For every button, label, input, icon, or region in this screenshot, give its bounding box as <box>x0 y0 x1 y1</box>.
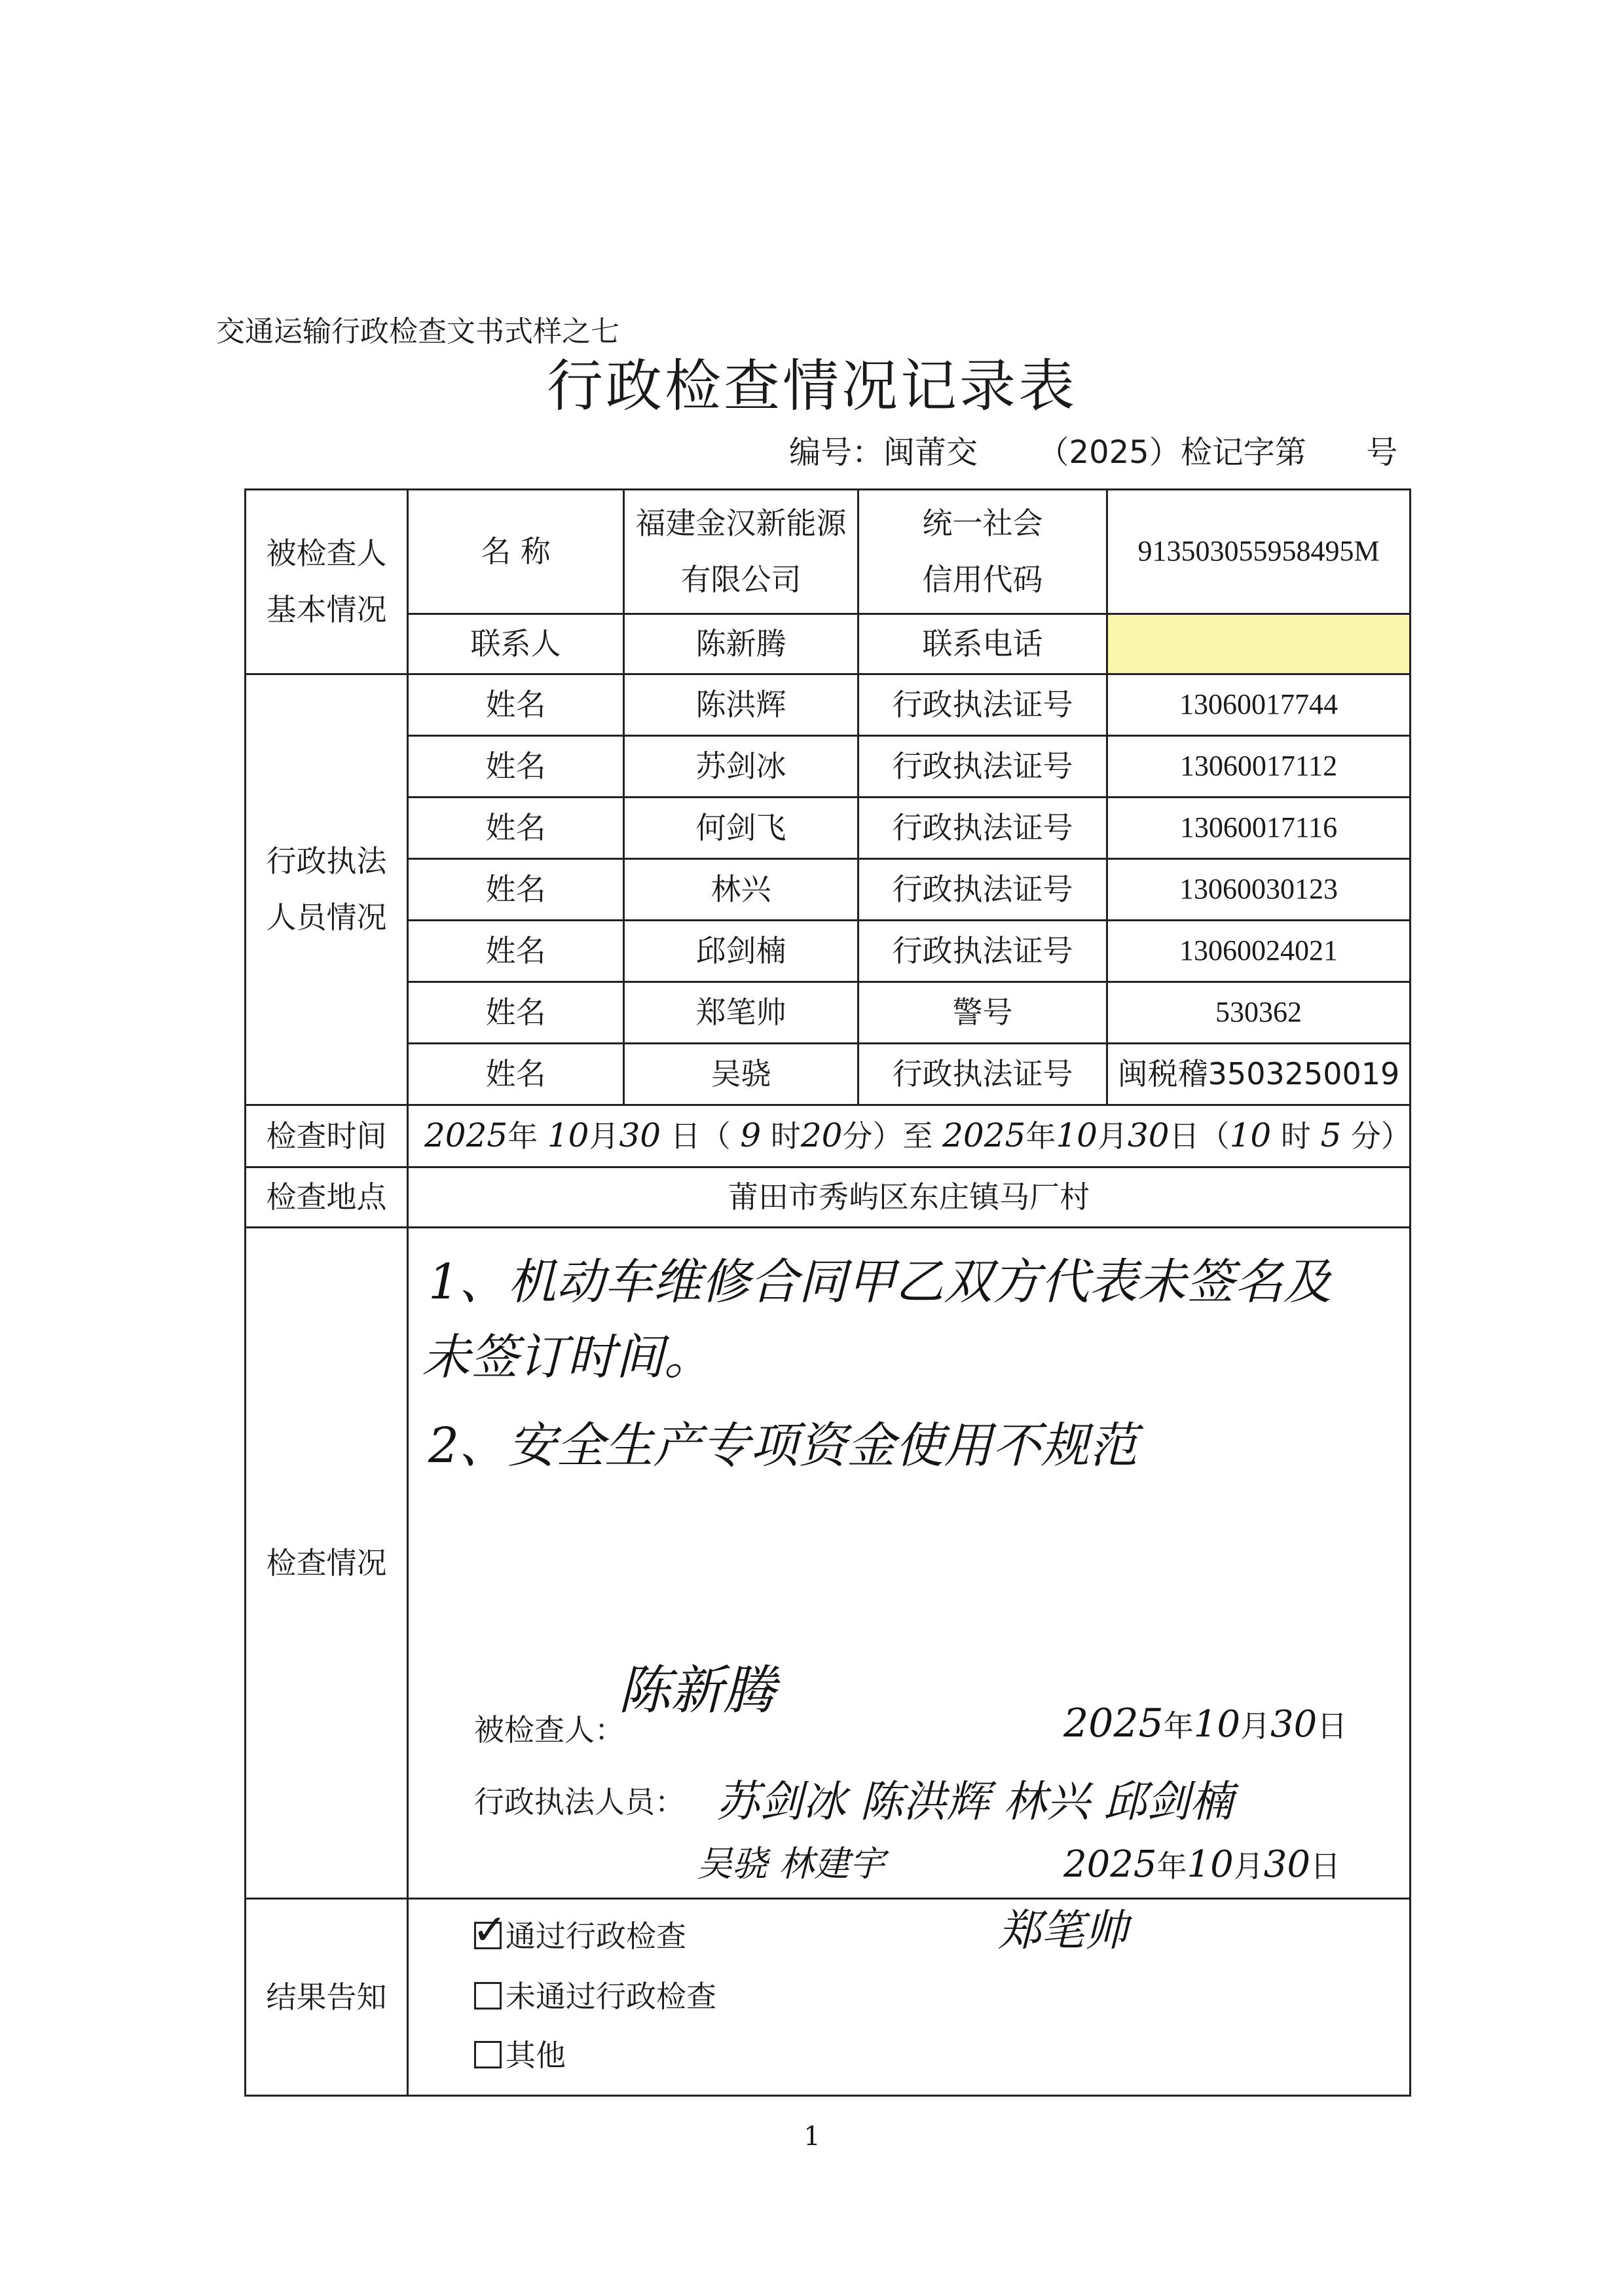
officers-section-label <box>246 674 408 1105</box>
finding-line-2: 未签订时间。 <box>422 1329 712 1386</box>
officer-id-label: 行政执法证号 <box>858 736 1107 798</box>
hour-unit: 时 <box>770 1118 801 1154</box>
date-1-year: 2025 <box>1063 1700 1164 1746</box>
close-paren: ） <box>1380 1118 1411 1154</box>
credit-code-label-text: 统一社会 信用代码 <box>922 505 1043 597</box>
inspected-section-label <box>246 490 408 674</box>
day-unit: 日 <box>670 1118 701 1154</box>
officer-signatures-2: 吴骁 林建宇 <box>697 1843 885 1884</box>
checkbox-pass[interactable] <box>472 1906 507 1955</box>
start-day: 30 <box>619 1116 661 1155</box>
inspected-signature-label: 被检查人： <box>474 1712 625 1748</box>
option-fail-label: 未通过行政检查 <box>506 1979 716 2014</box>
inspection-time <box>408 1105 1411 1167</box>
inspection-content <box>408 1228 1411 1899</box>
officer-name-label: 姓名 <box>408 798 624 859</box>
checkbox-fail[interactable] <box>474 1982 502 2010</box>
result-label: 结果告知 <box>246 1899 408 2096</box>
officer-id: 13060017744 <box>1107 674 1411 736</box>
year-unit: 年 <box>1025 1118 1056 1154</box>
officer-name-label: 姓名 <box>408 921 624 982</box>
name-label: 名 称 <box>408 490 624 614</box>
day-unit: 日 <box>1169 1118 1200 1154</box>
date-2-day: 30 <box>1263 1843 1311 1886</box>
option-pass-label: 通过行政检查 <box>506 1919 686 1954</box>
officer-signature-label: 行政执法人员： <box>474 1784 685 1820</box>
contact-value: 陈新腾 <box>624 614 858 674</box>
record-table <box>244 488 1411 2097</box>
officer-name: 何剑飞 <box>624 798 858 859</box>
officer-signatures-1: 苏剑冰 陈洪辉 林兴 邱剑楠 <box>716 1776 1233 1827</box>
month-unit: 月 <box>1233 1848 1264 1884</box>
option-other[interactable] <box>474 2038 566 2073</box>
credit-code-label <box>858 490 1107 614</box>
check-mark-icon: ✓ <box>472 1906 507 1955</box>
start-minute: 20 <box>800 1116 843 1155</box>
day-unit: 日 <box>1317 1708 1348 1744</box>
end-hour: 10 <box>1229 1116 1272 1155</box>
document-number: 编号：闽莆交 （2025）检记字第 号 <box>789 434 1398 471</box>
officer-id: 530362 <box>1107 982 1411 1044</box>
month-unit: 月 <box>589 1118 619 1154</box>
place-label: 检查地点 <box>246 1167 408 1228</box>
end-month: 10 <box>1056 1116 1098 1155</box>
officer-id-label: 警号 <box>858 982 1107 1044</box>
officer-name: 邱剑楠 <box>624 921 858 982</box>
year-unit: 年 <box>1156 1848 1187 1884</box>
officer-name: 陈洪辉 <box>624 674 858 736</box>
start-hour: 9 <box>740 1116 762 1155</box>
officer-id-label: 行政执法证号 <box>858 921 1107 982</box>
company-name <box>624 490 858 614</box>
page-number: 1 <box>803 2121 821 2152</box>
date-1-day: 30 <box>1270 1703 1318 1746</box>
inspected-section-text: 被检查人 基本情况 <box>266 536 387 627</box>
officer-name-label: 姓名 <box>408 1044 624 1105</box>
to-label: 至 <box>902 1118 933 1154</box>
phone-value-redacted <box>1107 614 1411 674</box>
finding-line-3: 2、安全生产专项资金使用不规范 <box>428 1418 1138 1474</box>
option-pass[interactable] <box>472 1906 686 1955</box>
officer-id: 13060017116 <box>1107 798 1411 859</box>
month-unit: 月 <box>1097 1118 1128 1154</box>
officers-section-text: 行政执法 人员情况 <box>266 843 387 935</box>
minute-unit: 分 <box>842 1118 873 1154</box>
inspection-label: 检查情况 <box>246 1228 408 1899</box>
open-paren: （ <box>700 1118 731 1154</box>
date-2 <box>1063 1844 1340 1886</box>
officer-name-label: 姓名 <box>408 982 624 1044</box>
result-options <box>408 1899 1411 2096</box>
year-unit: 年 <box>1163 1708 1194 1744</box>
end-minute: 5 <box>1320 1116 1342 1155</box>
minute-unit: 分 <box>1350 1118 1381 1154</box>
checkbox-other[interactable] <box>474 2041 502 2068</box>
close-paren: ） <box>872 1118 903 1154</box>
inspected-signature: 陈新腾 <box>618 1660 775 1721</box>
hour-unit: 时 <box>1280 1118 1311 1154</box>
officer-name-label: 姓名 <box>408 859 624 921</box>
officer-id-label: 行政执法证号 <box>858 859 1107 921</box>
end-day: 30 <box>1127 1116 1170 1155</box>
date-1 <box>1063 1701 1347 1746</box>
result-signature: 郑笔帅 <box>998 1905 1128 1956</box>
contact-label: 联系人 <box>408 614 624 674</box>
open-paren: （ <box>1199 1118 1230 1154</box>
day-unit: 日 <box>1310 1848 1341 1884</box>
time-label: 检查时间 <box>246 1105 408 1167</box>
phone-label: 联系电话 <box>858 614 1107 674</box>
finding-line-1: 1、机动车维修合同甲乙双方代表未签名及 <box>428 1254 1332 1310</box>
officer-name: 苏剑冰 <box>624 736 858 798</box>
document-title: 行政检查情况记录表 <box>547 354 1077 419</box>
officer-name-label: 姓名 <box>408 736 624 798</box>
option-fail[interactable] <box>474 1979 716 2014</box>
option-other-label: 其他 <box>506 2038 566 2073</box>
officer-name: 林兴 <box>624 859 858 921</box>
officer-id: 13060017112 <box>1107 736 1411 798</box>
officer-name-label: 姓名 <box>408 674 624 736</box>
officer-id: 闽税稽3503250019 <box>1107 1044 1411 1105</box>
start-month: 10 <box>547 1116 589 1155</box>
date-2-month: 10 <box>1187 1843 1234 1886</box>
end-year: 2025 <box>942 1116 1026 1155</box>
officer-id: 13060030123 <box>1107 859 1411 921</box>
year-unit: 年 <box>507 1118 538 1154</box>
officer-id-label: 行政执法证号 <box>858 1044 1107 1105</box>
officer-id-label: 行政执法证号 <box>858 798 1107 859</box>
officer-id: 13060024021 <box>1107 921 1411 982</box>
officer-id-label: 行政执法证号 <box>858 674 1107 736</box>
date-2-year: 2025 <box>1063 1843 1157 1886</box>
company-name-text: 福建金汉新能源 有限公司 <box>635 505 847 597</box>
officer-name: 吴骁 <box>624 1044 858 1105</box>
start-year: 2025 <box>424 1116 508 1155</box>
credit-code-value: 913503055958495M <box>1107 490 1411 614</box>
officer-name: 郑笔帅 <box>624 982 858 1044</box>
place-value: 莆田市秀屿区东庄镇马厂村 <box>408 1167 1411 1228</box>
sample-label: 交通运输行政检查文书式样之七 <box>216 315 619 348</box>
month-unit: 月 <box>1240 1708 1270 1744</box>
date-1-month: 10 <box>1193 1703 1240 1746</box>
